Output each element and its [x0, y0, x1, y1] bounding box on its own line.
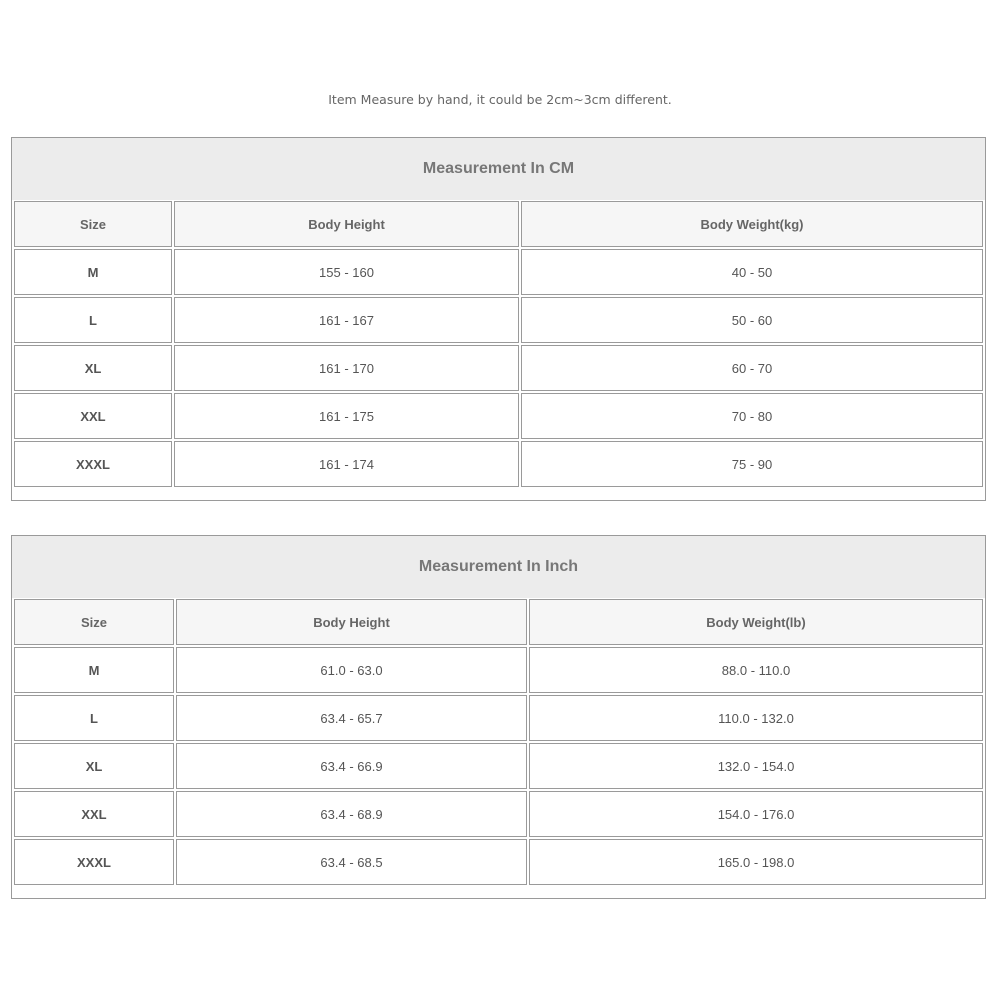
column-header-body-height: Body Height — [174, 201, 519, 247]
table-grid — [12, 200, 985, 489]
size-cell: XL — [14, 743, 174, 789]
weight-cell: 60 - 70 — [521, 345, 983, 391]
size-table-cm — [11, 137, 986, 501]
height-cell: 161 - 175 — [174, 393, 519, 439]
height-cell: 61.0 - 63.0 — [176, 647, 527, 693]
size-cell: L — [14, 695, 174, 741]
height-cell: 63.4 - 68.5 — [176, 839, 527, 885]
weight-cell: 50 - 60 — [521, 297, 983, 343]
column-header-body-height: Body Height — [176, 599, 527, 645]
table-title: Measurement In Inch — [12, 536, 985, 598]
size-cell: XL — [14, 345, 172, 391]
weight-cell: 154.0 - 176.0 — [529, 791, 983, 837]
column-header-body-weight: Body Weight(lb) — [529, 599, 983, 645]
table-title: Measurement In CM — [12, 138, 985, 200]
size-cell: XXL — [14, 791, 174, 837]
table-grid — [12, 598, 985, 887]
height-cell: 161 - 167 — [174, 297, 519, 343]
weight-cell: 88.0 - 110.0 — [529, 647, 983, 693]
size-table-inch — [11, 535, 986, 899]
measurement-note: Item Measure by hand, it could be 2cm~3cm different. — [328, 92, 672, 107]
weight-cell: 165.0 - 198.0 — [529, 839, 983, 885]
weight-cell: 40 - 50 — [521, 249, 983, 295]
column-header-body-weight: Body Weight(kg) — [521, 201, 983, 247]
size-cell: M — [14, 647, 174, 693]
size-cell: XXL — [14, 393, 172, 439]
weight-cell: 70 - 80 — [521, 393, 983, 439]
size-cell: XXXL — [14, 441, 172, 487]
weight-cell: 132.0 - 154.0 — [529, 743, 983, 789]
column-header-size: Size — [14, 599, 174, 645]
column-header-size: Size — [14, 201, 172, 247]
height-cell: 161 - 174 — [174, 441, 519, 487]
height-cell: 63.4 - 68.9 — [176, 791, 527, 837]
size-cell: M — [14, 249, 172, 295]
weight-cell: 110.0 - 132.0 — [529, 695, 983, 741]
size-cell: L — [14, 297, 172, 343]
height-cell: 63.4 - 66.9 — [176, 743, 527, 789]
height-cell: 161 - 170 — [174, 345, 519, 391]
weight-cell: 75 - 90 — [521, 441, 983, 487]
height-cell: 155 - 160 — [174, 249, 519, 295]
size-cell: XXXL — [14, 839, 174, 885]
height-cell: 63.4 - 65.7 — [176, 695, 527, 741]
